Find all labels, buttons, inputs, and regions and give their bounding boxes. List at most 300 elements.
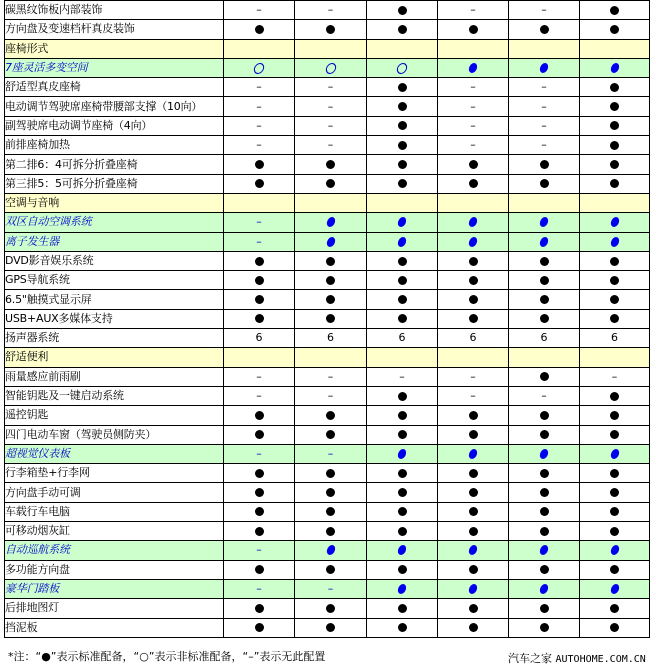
value-cell [580, 97, 650, 116]
value-cell [367, 386, 438, 405]
value-cell [295, 425, 367, 444]
value-cell [295, 97, 367, 116]
standard-dot-icon [325, 237, 335, 247]
standard-dot-icon [398, 527, 407, 536]
value-cell [438, 136, 509, 155]
standard-dot-icon [610, 623, 619, 632]
standard-dot-icon [326, 411, 335, 420]
standard-dot-icon [398, 83, 407, 92]
standard-dot-icon [610, 488, 619, 497]
standard-dot-icon [398, 25, 407, 34]
table-row [5, 386, 650, 405]
none-dash: – [256, 389, 262, 403]
value-cell [509, 116, 580, 135]
value-cell [224, 425, 295, 444]
none-dash: – [256, 118, 262, 132]
standard-dot-icon [469, 295, 478, 304]
row-label: 雨量感应前雨刷 [5, 367, 224, 386]
value-cell [438, 579, 509, 598]
row-label: 豪华门踏板 [5, 579, 224, 598]
standard-dot-icon [540, 179, 549, 188]
standard-dot-icon [326, 314, 335, 323]
standard-dot-icon [469, 469, 478, 478]
value-cell [509, 618, 580, 637]
none-dash: – [327, 118, 334, 132]
value-cell [580, 290, 650, 309]
value-cell [295, 20, 367, 39]
value-cell [438, 425, 509, 444]
value-cell [224, 58, 295, 77]
standard-dot-icon [610, 83, 619, 92]
value-cell [367, 329, 438, 348]
standard-dot-icon [398, 102, 407, 111]
standard-dot-icon [325, 217, 335, 227]
value-cell [509, 78, 580, 97]
value-cell [509, 579, 580, 598]
row-label: 碳黑纹饰板内部装饰 [5, 1, 224, 20]
none-dash: – [256, 446, 262, 460]
value-cell [224, 560, 295, 579]
value-cell [580, 58, 650, 77]
standard-dot-icon [610, 527, 619, 536]
optional-circle-icon [324, 63, 336, 74]
value-cell [367, 58, 438, 77]
standard-dot-icon [398, 276, 407, 285]
value-cell [580, 309, 650, 328]
section-row [5, 193, 650, 212]
value-cell [438, 502, 509, 521]
row-label: 第三排5：5可拆分折叠座椅 [5, 174, 224, 193]
row-label: DVD影音娱乐系统 [5, 251, 224, 270]
value-cell [438, 116, 509, 135]
value-cell [509, 464, 580, 483]
footnote: *注：“●”表示标准配备，“○”表示非标准配备，“–”表示无此配置 [8, 650, 326, 663]
standard-dot-icon [398, 488, 407, 497]
value-cell [438, 329, 509, 348]
standard-dot-icon [468, 545, 478, 555]
value-cell [438, 213, 509, 232]
value-cell [295, 309, 367, 328]
value-cell [224, 136, 295, 155]
value-cell [438, 193, 509, 212]
value-cell [367, 78, 438, 97]
value-cell [438, 174, 509, 193]
value-cell [224, 599, 295, 618]
value-cell [224, 116, 295, 135]
standard-dot-icon [610, 141, 619, 150]
value-cell [509, 213, 580, 232]
none-dash: – [256, 138, 262, 152]
value-cell [580, 271, 650, 290]
standard-dot-icon [326, 565, 335, 574]
none-dash: – [399, 369, 405, 383]
standard-dot-icon [398, 411, 407, 420]
standard-dot-icon [469, 623, 478, 632]
value-cell [295, 522, 367, 541]
table-row [5, 502, 650, 521]
standard-dot-icon [469, 604, 478, 613]
row-label: 舒适型真皮座椅 [5, 78, 224, 97]
table-row [5, 78, 650, 97]
value-cell [367, 251, 438, 270]
watermark-cn: 汽车之家 [508, 652, 552, 665]
standard-dot-icon [610, 411, 619, 420]
speaker-count: 6 [327, 331, 334, 345]
standard-dot-icon [326, 527, 335, 536]
value-cell [580, 560, 650, 579]
value-cell [367, 406, 438, 425]
value-cell [580, 367, 650, 386]
none-dash: – [470, 118, 476, 132]
standard-dot-icon [468, 217, 478, 227]
row-label: 方向盘手动可调 [5, 483, 224, 502]
optional-circle-icon [396, 63, 408, 74]
value-cell [509, 39, 580, 58]
standard-dot-icon [326, 488, 335, 497]
standard-dot-icon [540, 469, 549, 478]
value-cell [295, 213, 367, 232]
standard-dot-icon [326, 469, 335, 478]
standard-dot-icon [398, 565, 407, 574]
value-cell [367, 97, 438, 116]
standard-dot-icon [469, 257, 478, 266]
standard-dot-icon [326, 623, 335, 632]
standard-dot-icon [539, 584, 549, 594]
row-label: 行李箱垫+行李网 [5, 464, 224, 483]
standard-dot-icon [255, 25, 264, 34]
value-cell [509, 309, 580, 328]
standard-dot-icon [255, 314, 264, 323]
value-cell [509, 58, 580, 77]
standard-dot-icon [469, 527, 478, 536]
row-label: 方向盘及变速档杆真皮装饰 [5, 20, 224, 39]
value-cell [224, 20, 295, 39]
standard-dot-icon [609, 545, 619, 555]
standard-dot-icon [540, 527, 549, 536]
none-dash: – [470, 80, 476, 94]
value-cell [295, 560, 367, 579]
standard-dot-icon [610, 507, 619, 516]
value-cell [509, 20, 580, 39]
value-cell [224, 39, 295, 58]
value-cell [438, 20, 509, 39]
value-cell [367, 599, 438, 618]
value-cell [367, 444, 438, 463]
none-dash: – [327, 80, 334, 94]
section-row [5, 348, 650, 367]
value-cell [224, 251, 295, 270]
value-cell [509, 290, 580, 309]
value-cell [509, 425, 580, 444]
value-cell [580, 386, 650, 405]
table-row [5, 116, 650, 135]
value-cell [224, 174, 295, 193]
none-dash: – [256, 215, 262, 229]
value-cell [224, 618, 295, 637]
table-row [5, 58, 650, 77]
standard-dot-icon [609, 237, 619, 247]
value-cell [580, 78, 650, 97]
standard-dot-icon [398, 179, 407, 188]
value-cell [438, 251, 509, 270]
none-dash: – [541, 118, 547, 132]
table-row [5, 309, 650, 328]
none-dash: – [327, 446, 334, 460]
value-cell [438, 367, 509, 386]
standard-dot-icon [539, 63, 549, 73]
standard-dot-icon [326, 257, 335, 266]
value-cell [509, 502, 580, 521]
speaker-count: 6 [540, 331, 548, 345]
value-cell [438, 58, 509, 77]
standard-dot-icon [397, 237, 407, 247]
value-cell [224, 97, 295, 116]
standard-dot-icon [255, 411, 264, 420]
value-cell [295, 483, 367, 502]
standard-dot-icon [540, 257, 549, 266]
speaker-count: 6 [398, 331, 406, 345]
value-cell [295, 444, 367, 463]
value-cell [580, 232, 650, 251]
standard-dot-icon [397, 449, 407, 459]
standard-dot-icon [469, 314, 478, 323]
value-cell [509, 251, 580, 270]
value-cell [509, 560, 580, 579]
standard-dot-icon [469, 488, 478, 497]
none-dash: – [256, 99, 262, 113]
standard-dot-icon [540, 623, 549, 632]
value-cell [580, 213, 650, 232]
standard-dot-icon [326, 430, 335, 439]
standard-dot-icon [398, 314, 407, 323]
standard-dot-icon [540, 507, 549, 516]
standard-dot-icon [326, 160, 335, 169]
value-cell [295, 579, 367, 598]
value-cell [367, 20, 438, 39]
value-cell [224, 290, 295, 309]
row-label: GPS导航系统 [5, 271, 224, 290]
value-cell [367, 309, 438, 328]
standard-dot-icon [397, 217, 407, 227]
standard-dot-icon [398, 295, 407, 304]
table-row [5, 541, 650, 560]
standard-dot-icon [255, 469, 264, 478]
standard-dot-icon [398, 623, 407, 632]
value-cell [224, 579, 295, 598]
standard-dot-icon [540, 372, 549, 381]
standard-dot-icon [255, 160, 264, 169]
value-cell [438, 155, 509, 174]
standard-dot-icon [255, 257, 264, 266]
value-cell [367, 155, 438, 174]
value-cell [295, 174, 367, 193]
value-cell [224, 522, 295, 541]
value-cell [580, 522, 650, 541]
value-cell [438, 541, 509, 560]
standard-dot-icon [610, 392, 619, 401]
standard-dot-icon [255, 179, 264, 188]
table-row [5, 213, 650, 232]
standard-dot-icon [540, 25, 549, 34]
none-dash: – [470, 99, 476, 113]
table-row [5, 599, 650, 618]
value-cell [509, 599, 580, 618]
value-cell [367, 618, 438, 637]
row-label: 智能钥匙及一键启动系统 [5, 386, 224, 405]
standard-dot-icon [610, 604, 619, 613]
value-cell [224, 444, 295, 463]
value-cell [509, 232, 580, 251]
value-cell [224, 348, 295, 367]
row-label: 后排地图灯 [5, 599, 224, 618]
value-cell [509, 348, 580, 367]
value-cell [367, 348, 438, 367]
standard-dot-icon [610, 276, 619, 285]
table-row [5, 155, 650, 174]
standard-dot-icon [255, 565, 264, 574]
value-cell [509, 444, 580, 463]
row-label: 超视觉仪表板 [5, 444, 224, 463]
value-cell [580, 20, 650, 39]
value-cell [580, 251, 650, 270]
standard-dot-icon [325, 545, 335, 555]
table-row [5, 136, 650, 155]
value-cell [367, 193, 438, 212]
standard-dot-icon [468, 584, 478, 594]
value-cell [295, 232, 367, 251]
table-row [5, 20, 650, 39]
spec-table-body [5, 1, 650, 638]
standard-dot-icon [469, 25, 478, 34]
table-row [5, 367, 650, 386]
spec-table [4, 0, 650, 638]
value-cell [295, 116, 367, 135]
standard-dot-icon [326, 276, 335, 285]
value-cell [295, 618, 367, 637]
value-cell [580, 193, 650, 212]
standard-dot-icon [397, 545, 407, 555]
row-label: 座椅形式 [5, 39, 224, 58]
row-label: 7座灵活多变空间 [5, 58, 224, 77]
value-cell [580, 579, 650, 598]
standard-dot-icon [539, 217, 549, 227]
table-row [5, 271, 650, 290]
standard-dot-icon [610, 565, 619, 574]
value-cell [580, 618, 650, 637]
value-cell [224, 1, 295, 20]
value-cell [509, 483, 580, 502]
none-dash: – [327, 99, 334, 113]
standard-dot-icon [398, 392, 407, 401]
standard-dot-icon [469, 411, 478, 420]
value-cell [580, 406, 650, 425]
row-label: USB+AUX多媒体支持 [5, 309, 224, 328]
table-row [5, 406, 650, 425]
value-cell [438, 618, 509, 637]
table-row [5, 97, 650, 116]
value-cell [295, 271, 367, 290]
value-cell [580, 39, 650, 58]
value-cell [367, 1, 438, 20]
value-cell [367, 174, 438, 193]
standard-dot-icon [539, 237, 549, 247]
standard-dot-icon [539, 449, 549, 459]
row-label: 遥控钥匙 [5, 406, 224, 425]
value-cell [509, 367, 580, 386]
value-cell [295, 502, 367, 521]
value-cell [438, 599, 509, 618]
none-dash: – [327, 582, 334, 596]
standard-dot-icon [610, 102, 619, 111]
standard-dot-icon [610, 257, 619, 266]
value-cell [580, 483, 650, 502]
value-cell [580, 1, 650, 20]
value-cell [438, 386, 509, 405]
none-dash: – [541, 138, 547, 152]
value-cell [509, 271, 580, 290]
speaker-count: 6 [469, 331, 477, 345]
standard-dot-icon [468, 237, 478, 247]
none-dash: – [541, 80, 547, 94]
standard-dot-icon [469, 565, 478, 574]
value-cell [438, 97, 509, 116]
table-row [5, 522, 650, 541]
standard-dot-icon [398, 141, 407, 150]
value-cell [295, 290, 367, 309]
row-label: 多功能方向盘 [5, 560, 224, 579]
value-cell [438, 232, 509, 251]
table-row [5, 425, 650, 444]
standard-dot-icon [610, 25, 619, 34]
none-dash: – [611, 369, 618, 383]
value-cell [224, 464, 295, 483]
standard-dot-icon [609, 449, 619, 459]
standard-dot-icon [610, 295, 619, 304]
value-cell [295, 193, 367, 212]
value-cell [580, 329, 650, 348]
value-cell [367, 136, 438, 155]
table-row [5, 251, 650, 270]
value-cell [509, 329, 580, 348]
row-label: 第二排6：4可拆分折叠座椅 [5, 155, 224, 174]
value-cell [509, 386, 580, 405]
row-label: 电动调节驾驶席座椅带腰部支撑（10向） [5, 97, 224, 116]
standard-dot-icon [326, 604, 335, 613]
value-cell [295, 599, 367, 618]
none-dash: – [470, 389, 476, 403]
value-cell [367, 271, 438, 290]
value-cell [295, 464, 367, 483]
value-cell [295, 367, 367, 386]
none-dash: – [327, 369, 334, 383]
value-cell [224, 367, 295, 386]
value-cell [580, 174, 650, 193]
none-dash: – [470, 138, 476, 152]
value-cell [580, 541, 650, 560]
standard-dot-icon [326, 179, 335, 188]
value-cell [367, 579, 438, 598]
watermark-url: AUTOHOME.COM.CN [555, 654, 646, 665]
value-cell [580, 502, 650, 521]
value-cell [438, 309, 509, 328]
value-cell [224, 232, 295, 251]
row-label: 四门电动车窗（驾驶员侧防夹） [5, 425, 224, 444]
value-cell [224, 271, 295, 290]
value-cell [438, 406, 509, 425]
value-cell [295, 58, 367, 77]
standard-dot-icon [610, 121, 619, 130]
value-cell [367, 560, 438, 579]
